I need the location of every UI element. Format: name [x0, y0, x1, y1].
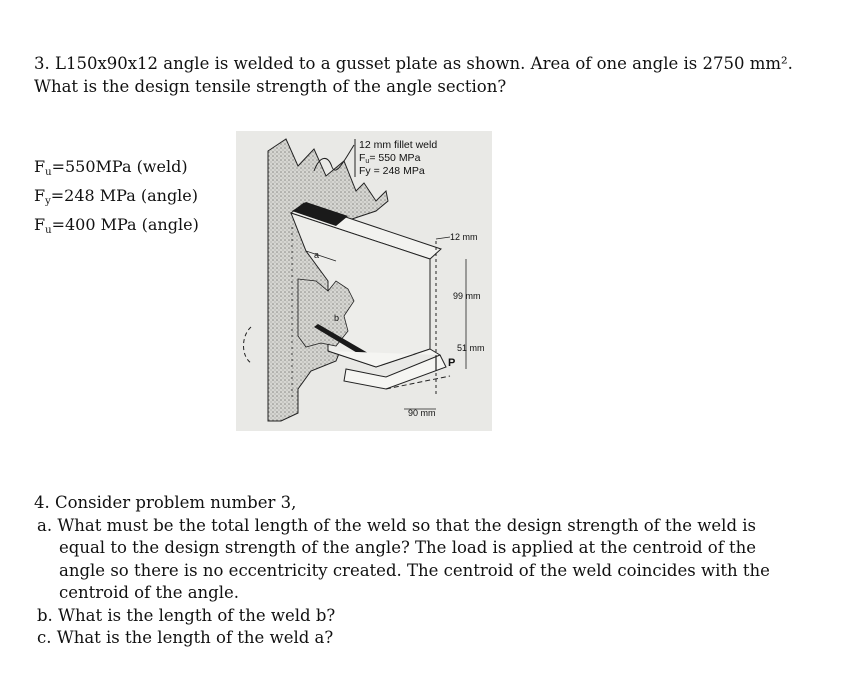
question-3-text: 3. L150x90x12 angle is welded to a gusset plate as shown. Area of one angle is 2750 mm². What is the design tensile strength of the angle section? — [34, 54, 793, 96]
figure-drawing — [236, 131, 492, 431]
label-b: b — [334, 313, 340, 323]
question-4-intro: 4. Consider problem number 3, — [34, 493, 297, 512]
dim-99mm: 99 mm — [453, 291, 481, 301]
dim-90mm: 90 mm — [408, 408, 436, 418]
question-4b: b. What is the length of the weld b? — [37, 605, 336, 625]
dim-12mm: 12 mm — [450, 232, 478, 242]
fu-note-label: Fu= 550 MPa — [359, 152, 421, 165]
given-fu-weld: $F_u=550MPa$ (weld) — [34, 157, 188, 178]
weld-note-label: 12 mm fillet weld — [359, 139, 438, 151]
given-values — [34, 155, 199, 242]
angle-bottom-flange — [328, 349, 446, 389]
question-4c: c. What is the length of the weld a? — [37, 628, 334, 647]
given-fu-angle: $F_u=400$ MPa (angle) — [34, 215, 199, 236]
label-p: P — [448, 357, 456, 369]
dim-51mm: 51 mm — [457, 343, 485, 353]
question-4 — [34, 492, 804, 650]
question-4a: a. What must be the total length of the weld so that the design strength of the weld is equal to the design strength of the angle? The load is applied at the centroid of the angle so there is no eccentricity created. The centroid of the weld coincides with the centroid of the angle. — [37, 515, 770, 602]
question-3 — [34, 52, 804, 98]
fy-note-label: Fy = 248 MPa — [359, 165, 425, 177]
label-a: a — [314, 250, 320, 260]
gusset-angle-figure — [236, 131, 492, 431]
given-fy-angle: $F_y=248$ MPa (angle) — [34, 186, 199, 207]
